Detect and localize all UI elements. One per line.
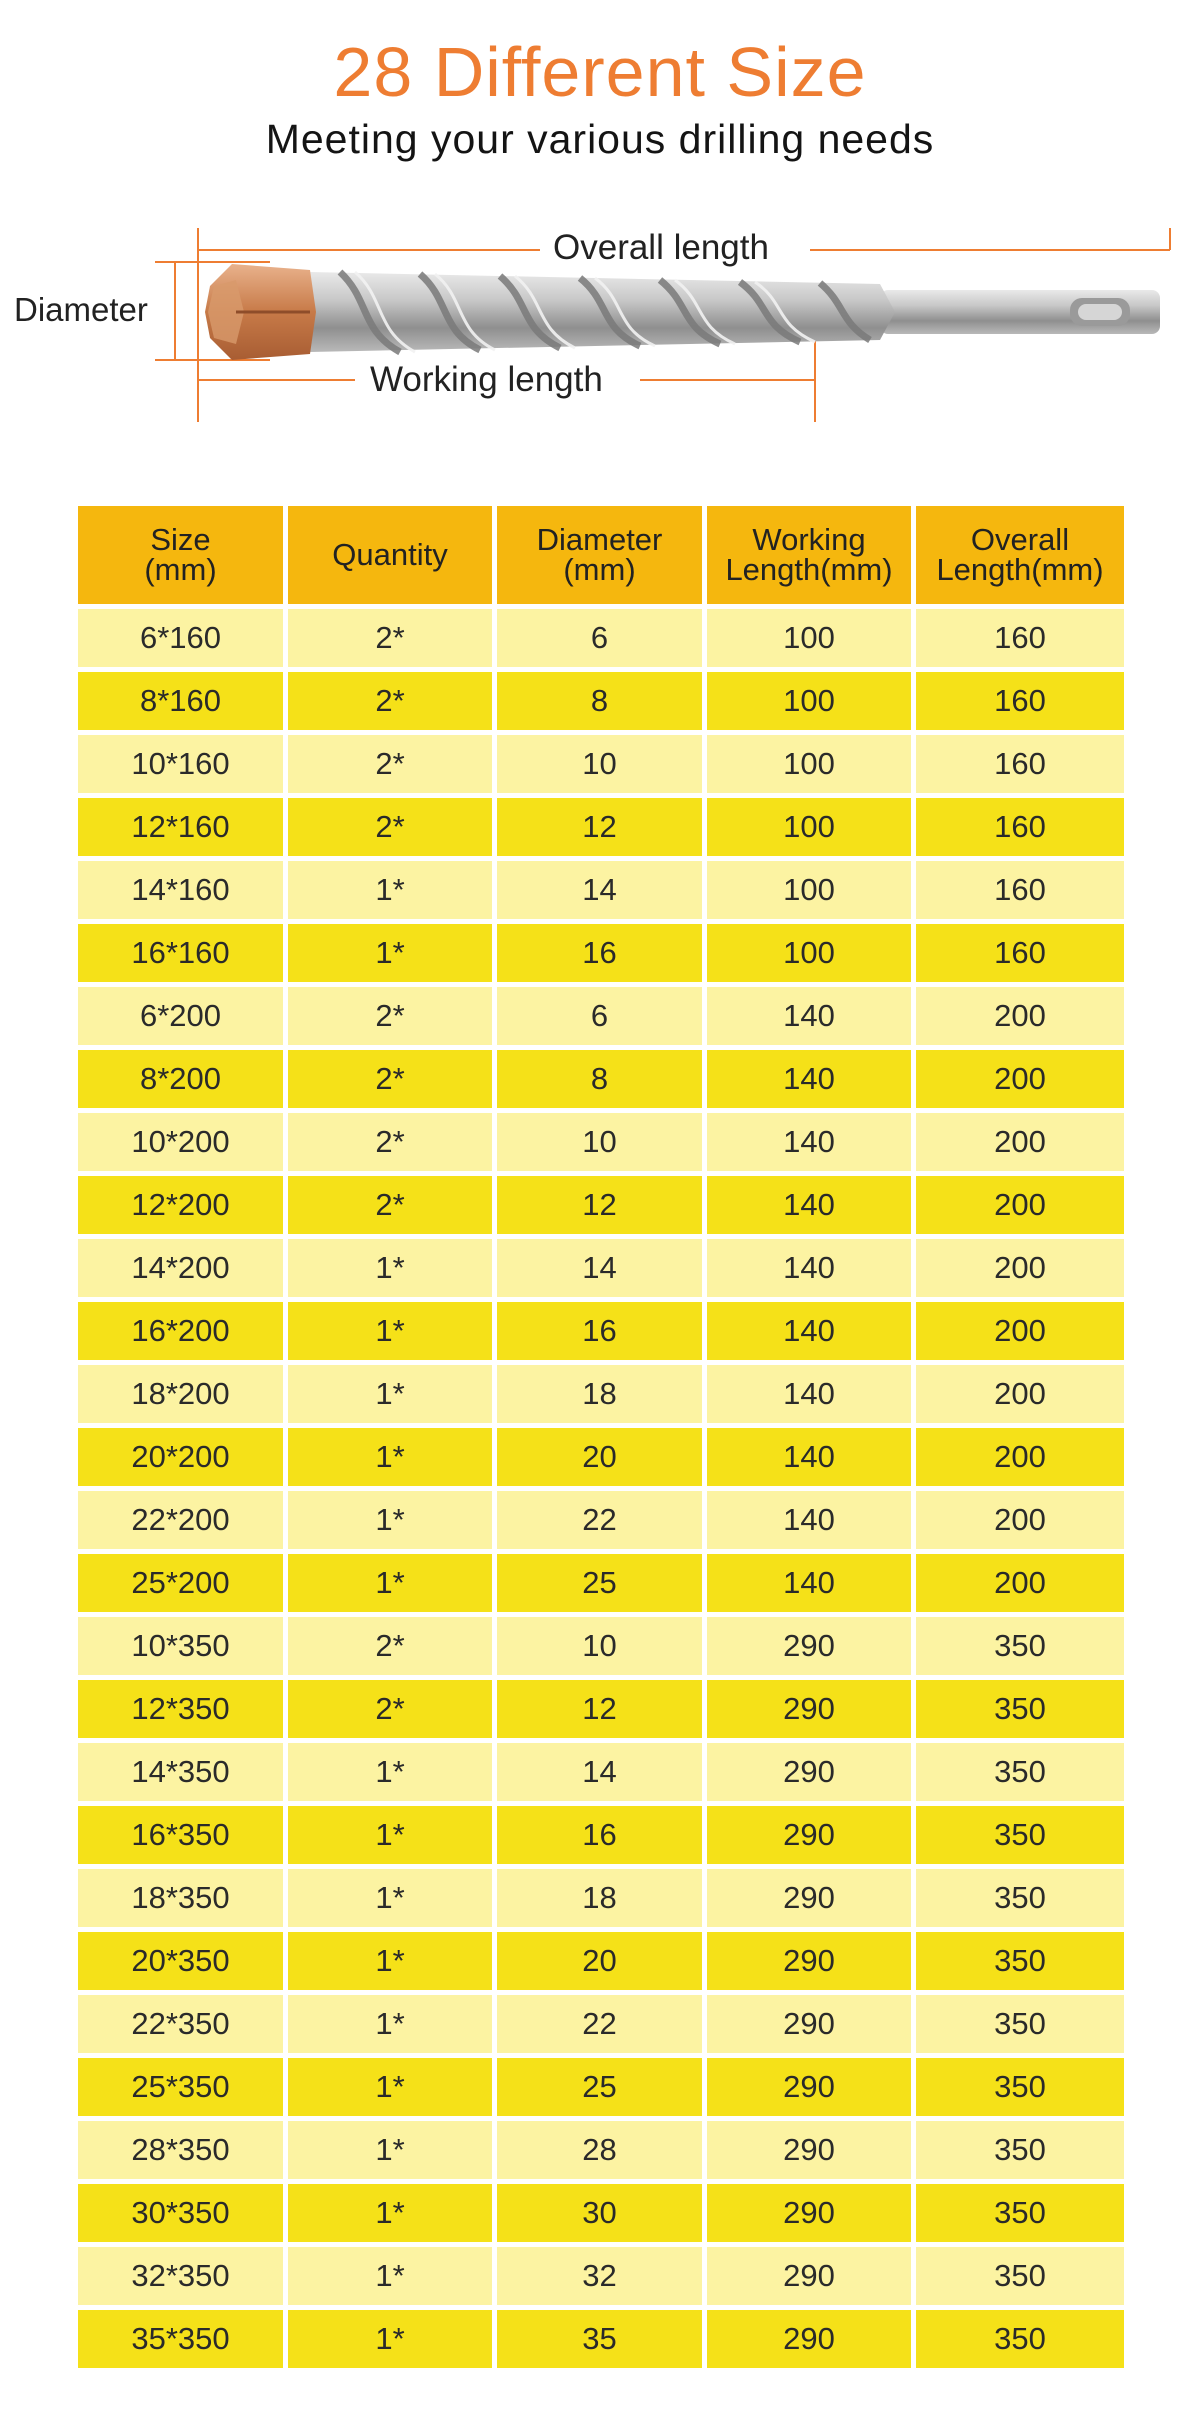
page-subtitle: Meeting your various drilling needs: [265, 116, 935, 162]
cell-overall-length: 160: [916, 924, 1124, 982]
table-row: [78, 924, 1124, 982]
header-diameter: Diameter (mm): [497, 506, 702, 604]
table-row: [78, 861, 1124, 919]
cell-quantity: 1*: [288, 861, 492, 919]
table-row: [78, 1491, 1124, 1549]
cell-quantity: 1*: [288, 1743, 492, 1801]
cell-overall-length: 350: [916, 1995, 1124, 2053]
cell-size: 14*200: [78, 1239, 283, 1297]
cell-diameter: 14: [497, 1239, 702, 1297]
cell-size: 32*350: [78, 2247, 283, 2305]
cell-overall-length: 350: [916, 1617, 1124, 1675]
cell-size: 12*350: [78, 1680, 283, 1738]
table-row: [78, 1554, 1124, 1612]
table-row: [78, 798, 1124, 856]
table-row: [78, 1995, 1124, 2053]
cell-size: 12*200: [78, 1176, 283, 1234]
drill-bit-image: [205, 264, 1160, 360]
cell-size: 8*160: [78, 672, 283, 730]
cell-overall-length: 350: [916, 1869, 1124, 1927]
table-row: [78, 735, 1124, 793]
table-row: [78, 2247, 1124, 2305]
table-row: [78, 1176, 1124, 1234]
cell-quantity: 2*: [288, 609, 492, 667]
cell-size: 25*200: [78, 1554, 283, 1612]
cell-working-length: 140: [707, 1428, 911, 1486]
cell-size: 12*160: [78, 798, 283, 856]
cell-overall-length: 350: [916, 1680, 1124, 1738]
diameter-label: Diameter: [14, 291, 148, 328]
cell-size: 18*200: [78, 1365, 283, 1423]
cell-size: 28*350: [78, 2121, 283, 2179]
cell-diameter: 35: [497, 2310, 702, 2368]
cell-quantity: 1*: [288, 1365, 492, 1423]
cell-overall-length: 160: [916, 735, 1124, 793]
cell-quantity: 1*: [288, 1302, 492, 1360]
cell-overall-length: 200: [916, 1113, 1124, 1171]
cell-size: 10*200: [78, 1113, 283, 1171]
cell-diameter: 22: [497, 1995, 702, 2053]
cell-working-length: 100: [707, 672, 911, 730]
table-row: [78, 987, 1124, 1045]
cell-working-length: 140: [707, 1176, 911, 1234]
cell-working-length: 290: [707, 2310, 911, 2368]
cell-working-length: 290: [707, 1617, 911, 1675]
cell-quantity: 1*: [288, 2247, 492, 2305]
cell-quantity: 1*: [288, 1995, 492, 2053]
cell-working-length: 140: [707, 1365, 911, 1423]
cell-diameter: 20: [497, 1428, 702, 1486]
cell-size: 6*200: [78, 987, 283, 1045]
table-row: [78, 2058, 1124, 2116]
cell-diameter: 10: [497, 735, 702, 793]
cell-quantity: 1*: [288, 1428, 492, 1486]
cell-working-length: 290: [707, 2121, 911, 2179]
cell-overall-length: 200: [916, 1428, 1124, 1486]
cell-overall-length: 200: [916, 987, 1124, 1045]
working-length-label: Working length: [362, 360, 611, 400]
table-row: [78, 1680, 1124, 1738]
cell-size: 25*350: [78, 2058, 283, 2116]
cell-quantity: 1*: [288, 1806, 492, 1864]
cell-working-length: 100: [707, 924, 911, 982]
table-row: [78, 672, 1124, 730]
cell-size: 22*200: [78, 1491, 283, 1549]
cell-quantity: 1*: [288, 2310, 492, 2368]
cell-size: 10*350: [78, 1617, 283, 1675]
overall-length-label: Overall length: [545, 228, 777, 268]
table-row: [78, 2121, 1124, 2179]
cell-quantity: 2*: [288, 1680, 492, 1738]
cell-diameter: 12: [497, 1680, 702, 1738]
cell-quantity: 2*: [288, 1050, 492, 1108]
table-row: [78, 1239, 1124, 1297]
table-row: [78, 1617, 1124, 1675]
cell-diameter: 10: [497, 1113, 702, 1171]
cell-diameter: 20: [497, 1932, 702, 1990]
cell-overall-length: 160: [916, 609, 1124, 667]
cell-diameter: 28: [497, 2121, 702, 2179]
cell-diameter: 25: [497, 1554, 702, 1612]
cell-overall-length: 350: [916, 2184, 1124, 2242]
header-size: Size (mm): [78, 506, 283, 604]
cell-working-length: 290: [707, 1995, 911, 2053]
size-table: [78, 506, 1124, 2373]
cell-working-length: 290: [707, 2247, 911, 2305]
cell-working-length: 100: [707, 609, 911, 667]
cell-diameter: 16: [497, 924, 702, 982]
header-overall-length: Overall Length(mm): [916, 506, 1124, 604]
table-row: [78, 1806, 1124, 1864]
cell-quantity: 2*: [288, 735, 492, 793]
table-row: [78, 1428, 1124, 1486]
cell-overall-length: 350: [916, 2310, 1124, 2368]
cell-diameter: 12: [497, 1176, 702, 1234]
cell-diameter: 8: [497, 672, 702, 730]
table-row: [78, 2310, 1124, 2368]
cell-working-length: 290: [707, 1743, 911, 1801]
cell-diameter: 16: [497, 1302, 702, 1360]
cell-overall-length: 350: [916, 2058, 1124, 2116]
cell-diameter: 6: [497, 987, 702, 1045]
cell-overall-length: 200: [916, 1554, 1124, 1612]
cell-overall-length: 350: [916, 1806, 1124, 1864]
cell-overall-length: 160: [916, 861, 1124, 919]
header-quantity: Quantity: [288, 506, 492, 604]
cell-size: 8*200: [78, 1050, 283, 1108]
table-row: [78, 609, 1124, 667]
cell-quantity: 1*: [288, 2058, 492, 2116]
cell-overall-length: 350: [916, 1932, 1124, 1990]
cell-size: 16*350: [78, 1806, 283, 1864]
cell-working-length: 290: [707, 1869, 911, 1927]
cell-size: 6*160: [78, 609, 283, 667]
table-row: [78, 1302, 1124, 1360]
cell-diameter: 32: [497, 2247, 702, 2305]
table-row: [78, 1743, 1124, 1801]
cell-overall-length: 200: [916, 1050, 1124, 1108]
cell-size: 20*200: [78, 1428, 283, 1486]
cell-diameter: 8: [497, 1050, 702, 1108]
cell-overall-length: 200: [916, 1365, 1124, 1423]
cell-size: 10*160: [78, 735, 283, 793]
table-body: [78, 609, 1124, 2368]
cell-working-length: 140: [707, 1554, 911, 1612]
cell-size: 20*350: [78, 1932, 283, 1990]
cell-diameter: 25: [497, 2058, 702, 2116]
cell-diameter: 14: [497, 1743, 702, 1801]
cell-diameter: 6: [497, 609, 702, 667]
cell-quantity: 1*: [288, 1554, 492, 1612]
cell-working-length: 100: [707, 798, 911, 856]
cell-working-length: 140: [707, 1050, 911, 1108]
cell-working-length: 290: [707, 1932, 911, 1990]
cell-size: 22*350: [78, 1995, 283, 2053]
cell-overall-length: 350: [916, 1743, 1124, 1801]
cell-quantity: 2*: [288, 798, 492, 856]
cell-overall-length: 350: [916, 2247, 1124, 2305]
cell-working-length: 140: [707, 1302, 911, 1360]
table-header-row: [78, 506, 1124, 604]
table-row: [78, 1050, 1124, 1108]
cell-quantity: 2*: [288, 1113, 492, 1171]
cell-quantity: 1*: [288, 2184, 492, 2242]
cell-working-length: 140: [707, 1491, 911, 1549]
cell-size: 16*160: [78, 924, 283, 982]
cell-diameter: 12: [497, 798, 702, 856]
cell-overall-length: 200: [916, 1491, 1124, 1549]
cell-diameter: 14: [497, 861, 702, 919]
cell-working-length: 290: [707, 2058, 911, 2116]
table-row: [78, 2184, 1124, 2242]
cell-diameter: 22: [497, 1491, 702, 1549]
table-row: [78, 1932, 1124, 1990]
cell-quantity: 2*: [288, 987, 492, 1045]
cell-diameter: 10: [497, 1617, 702, 1675]
cell-quantity: 2*: [288, 1617, 492, 1675]
cell-diameter: 18: [497, 1365, 702, 1423]
cell-working-length: 140: [707, 1113, 911, 1171]
cell-size: 16*200: [78, 1302, 283, 1360]
cell-overall-length: 160: [916, 672, 1124, 730]
cell-size: 14*350: [78, 1743, 283, 1801]
page-title: 28 Different Size: [333, 33, 867, 111]
cell-size: 35*350: [78, 2310, 283, 2368]
cell-overall-length: 200: [916, 1239, 1124, 1297]
cell-diameter: 18: [497, 1869, 702, 1927]
cell-overall-length: 160: [916, 798, 1124, 856]
cell-working-length: 290: [707, 1806, 911, 1864]
table-row: [78, 1365, 1124, 1423]
cell-quantity: 2*: [288, 1176, 492, 1234]
cell-diameter: 30: [497, 2184, 702, 2242]
cell-quantity: 1*: [288, 1491, 492, 1549]
cell-diameter: 16: [497, 1806, 702, 1864]
header-working-length: Working Length(mm): [707, 506, 911, 604]
cell-size: 30*350: [78, 2184, 283, 2242]
cell-size: 14*160: [78, 861, 283, 919]
cell-overall-length: 350: [916, 2121, 1124, 2179]
cell-quantity: 2*: [288, 672, 492, 730]
table-row: [78, 1869, 1124, 1927]
cell-working-length: 140: [707, 1239, 911, 1297]
cell-working-length: 140: [707, 987, 911, 1045]
cell-quantity: 1*: [288, 1932, 492, 1990]
cell-overall-length: 200: [916, 1302, 1124, 1360]
cell-size: 18*350: [78, 1869, 283, 1927]
cell-quantity: 1*: [288, 2121, 492, 2179]
cell-quantity: 1*: [288, 1869, 492, 1927]
cell-overall-length: 200: [916, 1176, 1124, 1234]
cell-working-length: 100: [707, 735, 911, 793]
cell-quantity: 1*: [288, 1239, 492, 1297]
cell-working-length: 290: [707, 1680, 911, 1738]
cell-working-length: 100: [707, 861, 911, 919]
cell-working-length: 290: [707, 2184, 911, 2242]
table-row: [78, 1113, 1124, 1171]
cell-quantity: 1*: [288, 924, 492, 982]
